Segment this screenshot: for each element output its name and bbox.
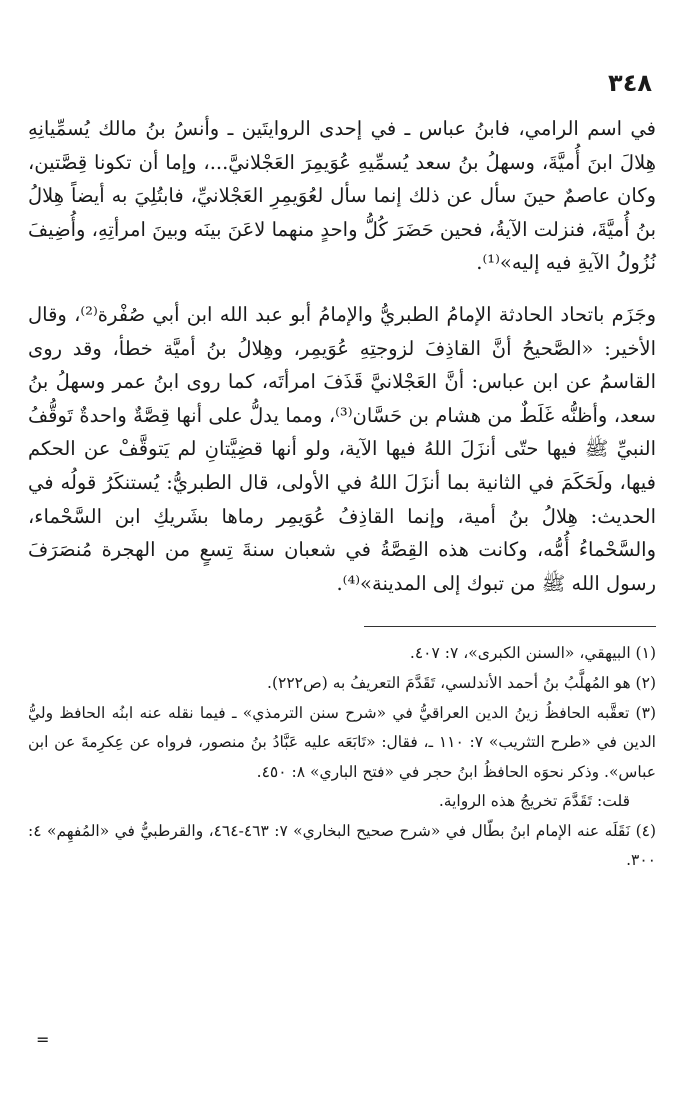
- footnote-1: (١) البيهقي، «السنن الكبرى»، ٧: ٤٠٧.: [409, 644, 656, 663]
- footnote-2: (٢) هو المُهلَّبُ بنُ أحمد الأندلسي، تَقَدَّمَ التعريفُ به (ص٢٢٢).: [267, 673, 656, 692]
- footnote-3: (٣) تعقَّبه الحافظُ زينُ الدين العراقيُّ في «شرح سنن الترمذي» ـ فيما نقله عنه ابنُه الحافظ وليُّ الدين في «طرح التثريب» ٧: ١١٠ ـ، فقال: «تَابَعَه عليه عَبَّادُ بنُ منصور، فرواه عن عِكرِمةَ عن ابن عباس». وذكر نحوَه الحافظُ ابنُ حجر في «فتح الباري» ٨: ٤٥٠.: [28, 703, 656, 781]
- continuation-mark: =: [36, 1030, 50, 1049]
- footnote-divider: [364, 626, 656, 627]
- footnote-3-note: قلت: تَقَدَّمَ تخريجُ هذه الرواية.: [438, 792, 630, 811]
- book-page: [28, 68, 656, 876]
- footnotes: [28, 639, 656, 876]
- paragraph-2: وجَزَم باتحاد الحادثة الإمامُ الطبريُّ والإمامُ أبو عبد الله ابن أبي صُفْرة⁽²⁾، وقال الأخير: «الصَّحيحُ أنَّ القاذِفَ لزوجتِهِ عُوَيمِر، وهِلالُ بنُ أميَّة خطأ، وقد روى القاسمُ عن ابن عباس: أنَّ العَجْلانيَّ قَذَفَ امرأتَه، كما روى ابنُ عمر وسهلُ بنُ سعد، وأظنُّه غَلَطٌ من هشام بن حَسَّان⁽³⁾، ومما يدلُّ على أنها قِصَّةٌ واحدةٌ تَوقُّفُ النبيِّ ﷺ فيها حتّى أنزَلَ اللهُ فيها الآية، ولو أنها قضِيَّتانِ لم يَتوقَّفْ عن الحكم فيها، ولَحَكَمَ في الثانية بما أنزَلَ اللهُ في الأولى، قال الطبريُّ: يُستنكَرُ قولُه في الحديث: هِلالُ بنُ أمية، وإنما القاذِفُ عُوَيمِر رماها بشَريكِ ابن السَّحْماء، والسَّحْماءُ أُمُّه، وكانت هذه القِصَّةُ في شعبان سنةَ تِسعٍ من الهجرة مُنصَرَفَ رسول الله ﷺ من تبوك إلى المدينة»⁽⁴⁾.: [28, 302, 656, 595]
- main-text: [28, 112, 656, 600]
- footnote-4: (٤) نَقَلَه عنه الإمام ابنُ بطّال في «شرح صحيح البخاري» ٧: ٤٦٣-٤٦٤، والقرطبيُّ في «المُفهِم» ٤: ٣٠٠.: [28, 821, 657, 870]
- page-number: ٣٤٨: [608, 69, 652, 97]
- paragraph-1: في اسم الرامي، فابنُ عباس ـ في إحدى الروايتَين ـ وأنسُ بنُ مالك يُسمِّيانِهِ هِلالَ ابنَ أُميَّةَ، وسهلُ بنُ سعد يُسمِّيهِ عُوَيمِرَ العَجْلانيَّ...، وإما أن تكونا قِصَّتين، وكان عاصمٌ حينَ سأل عن ذلك إنما سأل لعُوَيمِرِ العَجْلانيِّ، فابتُلِيَ به أيضاً هِلالُ بنُ أُميَّةَ، فنزلت الآيةُ، فحين حَضَرَ كُلُّ واحدٍ منهما لاعَنَ بينَه وبينَ امرأتِهِ، وأُضِيفَ نُزُولُ الآيةِ فيه إليه»⁽¹⁾.: [28, 117, 656, 275]
